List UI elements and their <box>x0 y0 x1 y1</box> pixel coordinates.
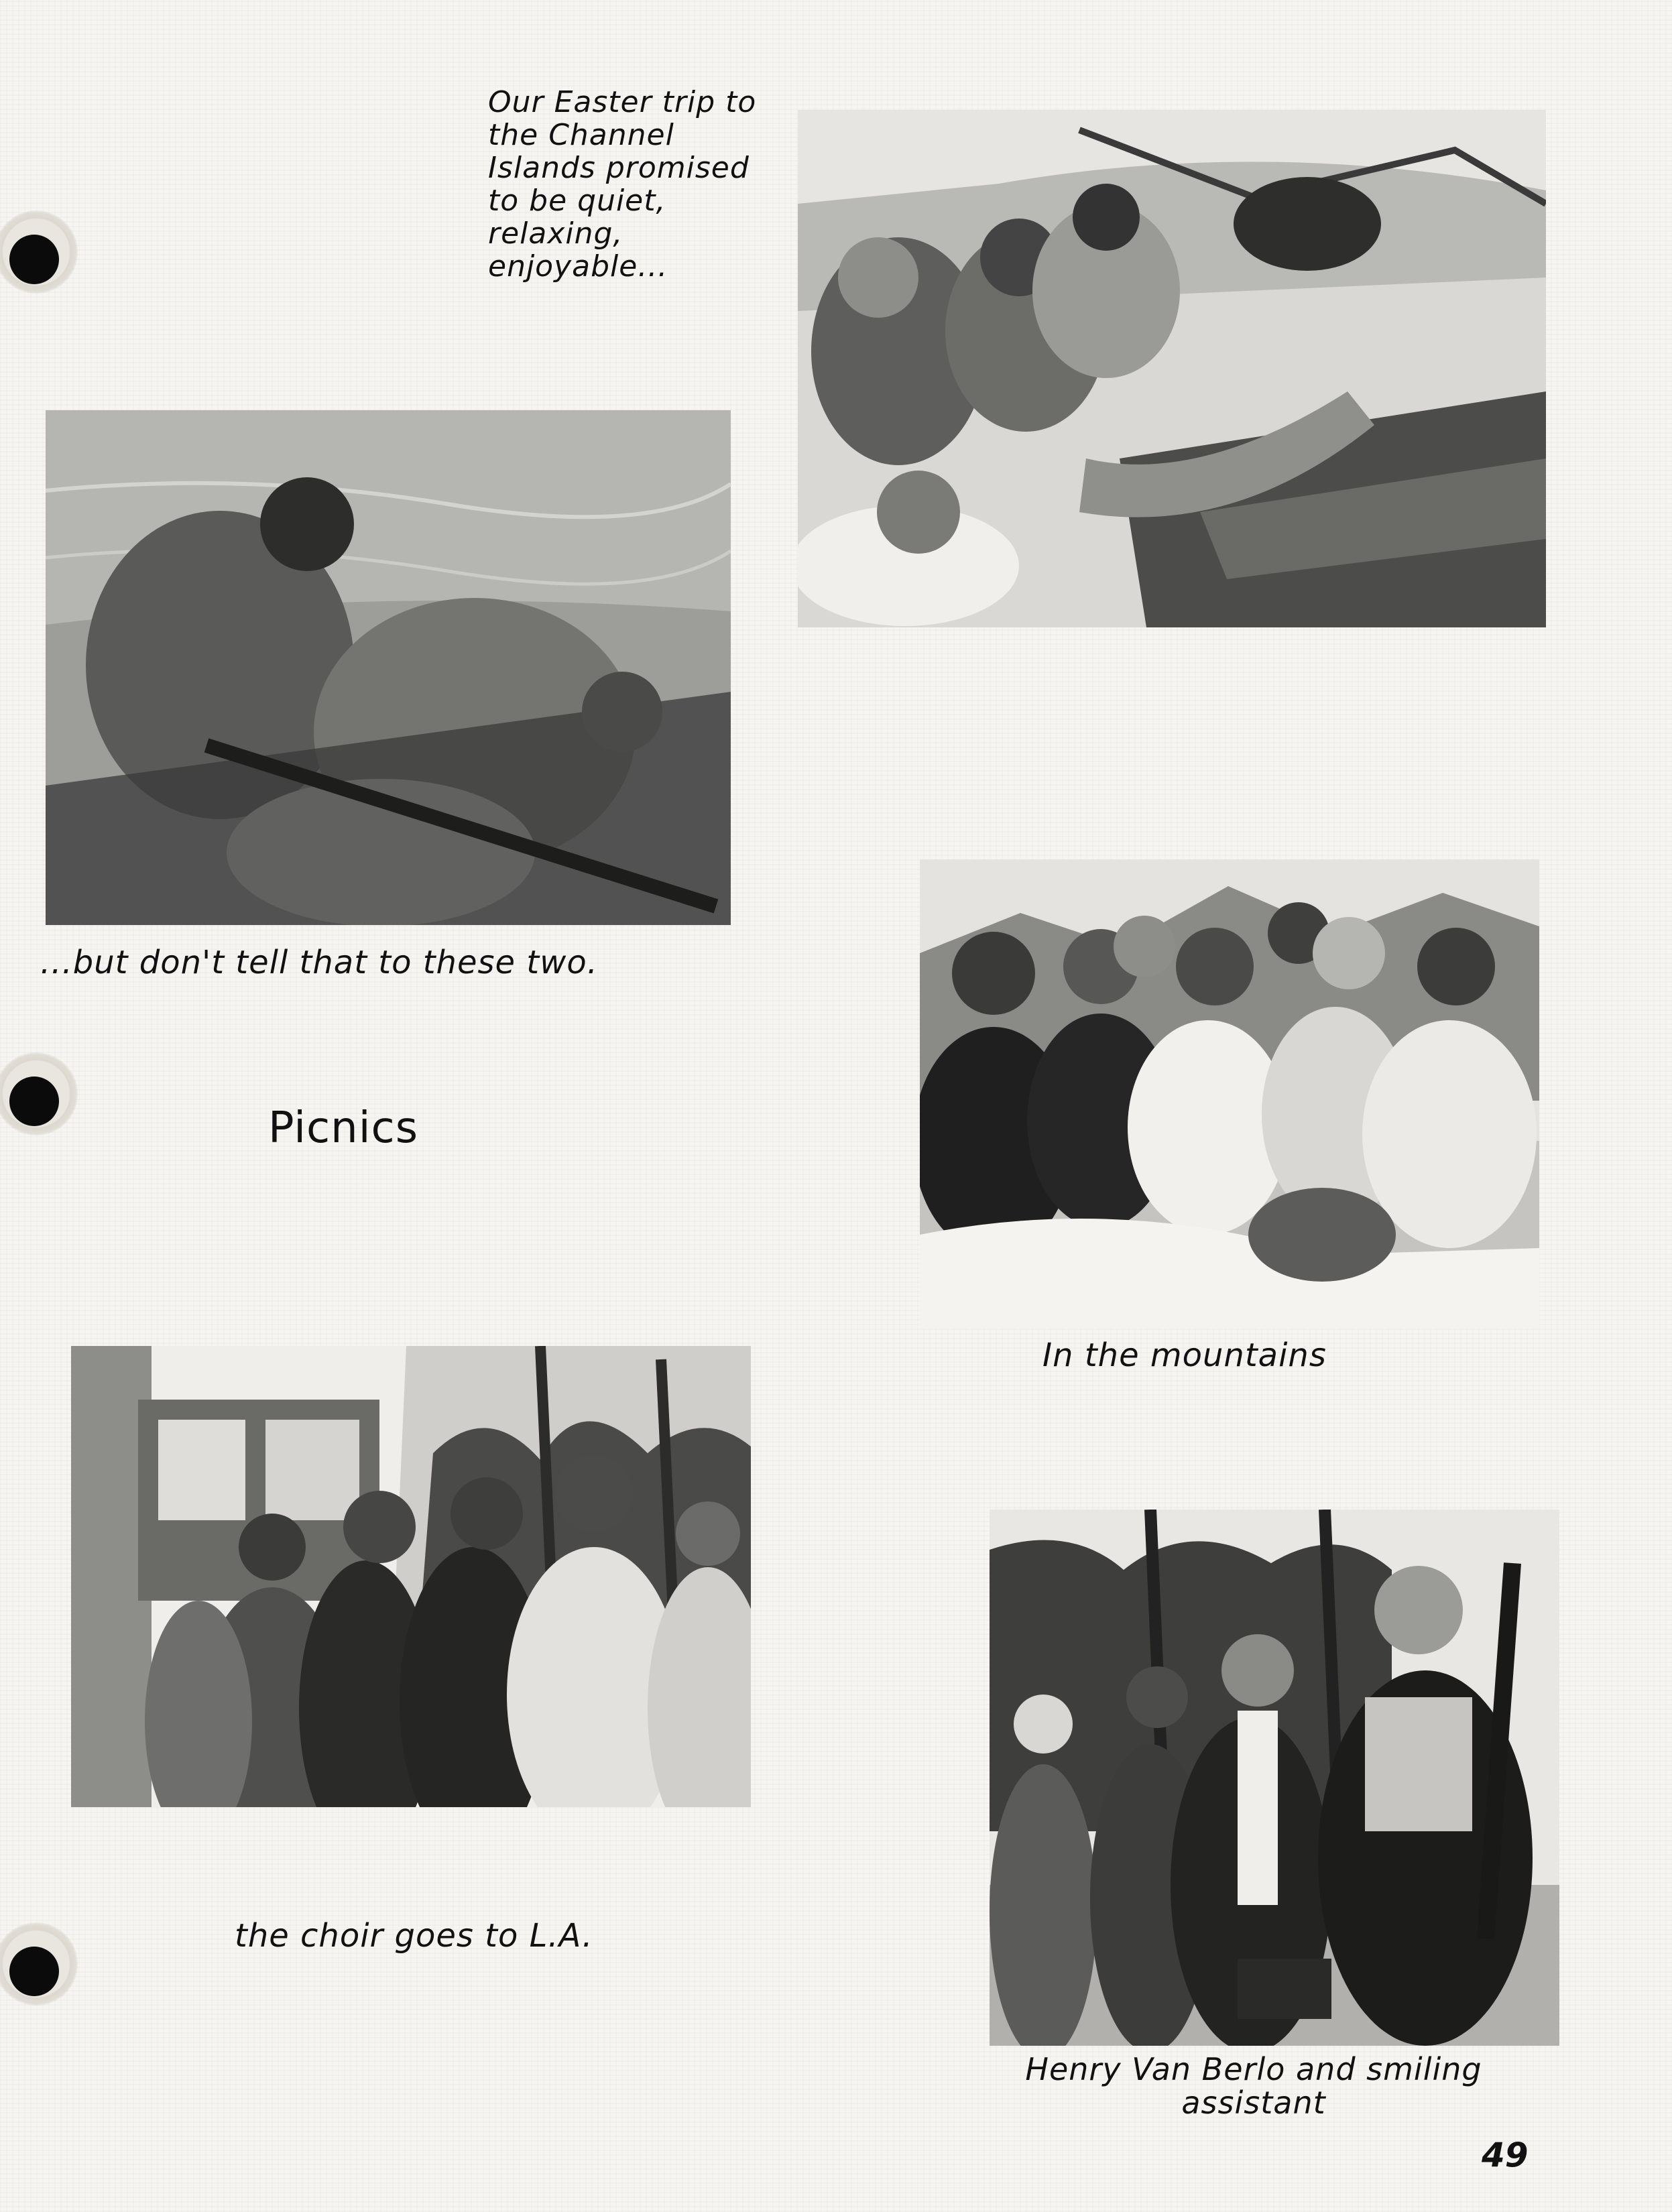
guitar-player-photo <box>990 1510 1559 2046</box>
mountains-group-photo <box>920 859 1539 1329</box>
page-number: 49 <box>1482 2136 1529 2174</box>
guitar-caption: Henry Van Berlo and smiling assistant <box>1025 2051 1482 2121</box>
seasick-pair-photo <box>46 410 731 925</box>
binder-hole-top <box>0 212 76 292</box>
binder-hole-middle <box>0 1054 76 1134</box>
binder-hole-bottom <box>0 1924 76 2004</box>
mountains-caption: In the mountains <box>1042 1337 1327 1374</box>
choir-caption: the choir goes to L.A. <box>235 1917 593 1955</box>
picnics-heading: Picnics <box>268 1103 419 1153</box>
seasick-caption: ...but don't tell that to these two. <box>40 944 599 981</box>
boat-deck-photo <box>798 110 1546 627</box>
intro-caption: Our Easter trip to the Channel Islands promised to be quiet, relaxing, enjoyable... <box>488 85 757 284</box>
choir-bus-photo <box>71 1346 751 1807</box>
